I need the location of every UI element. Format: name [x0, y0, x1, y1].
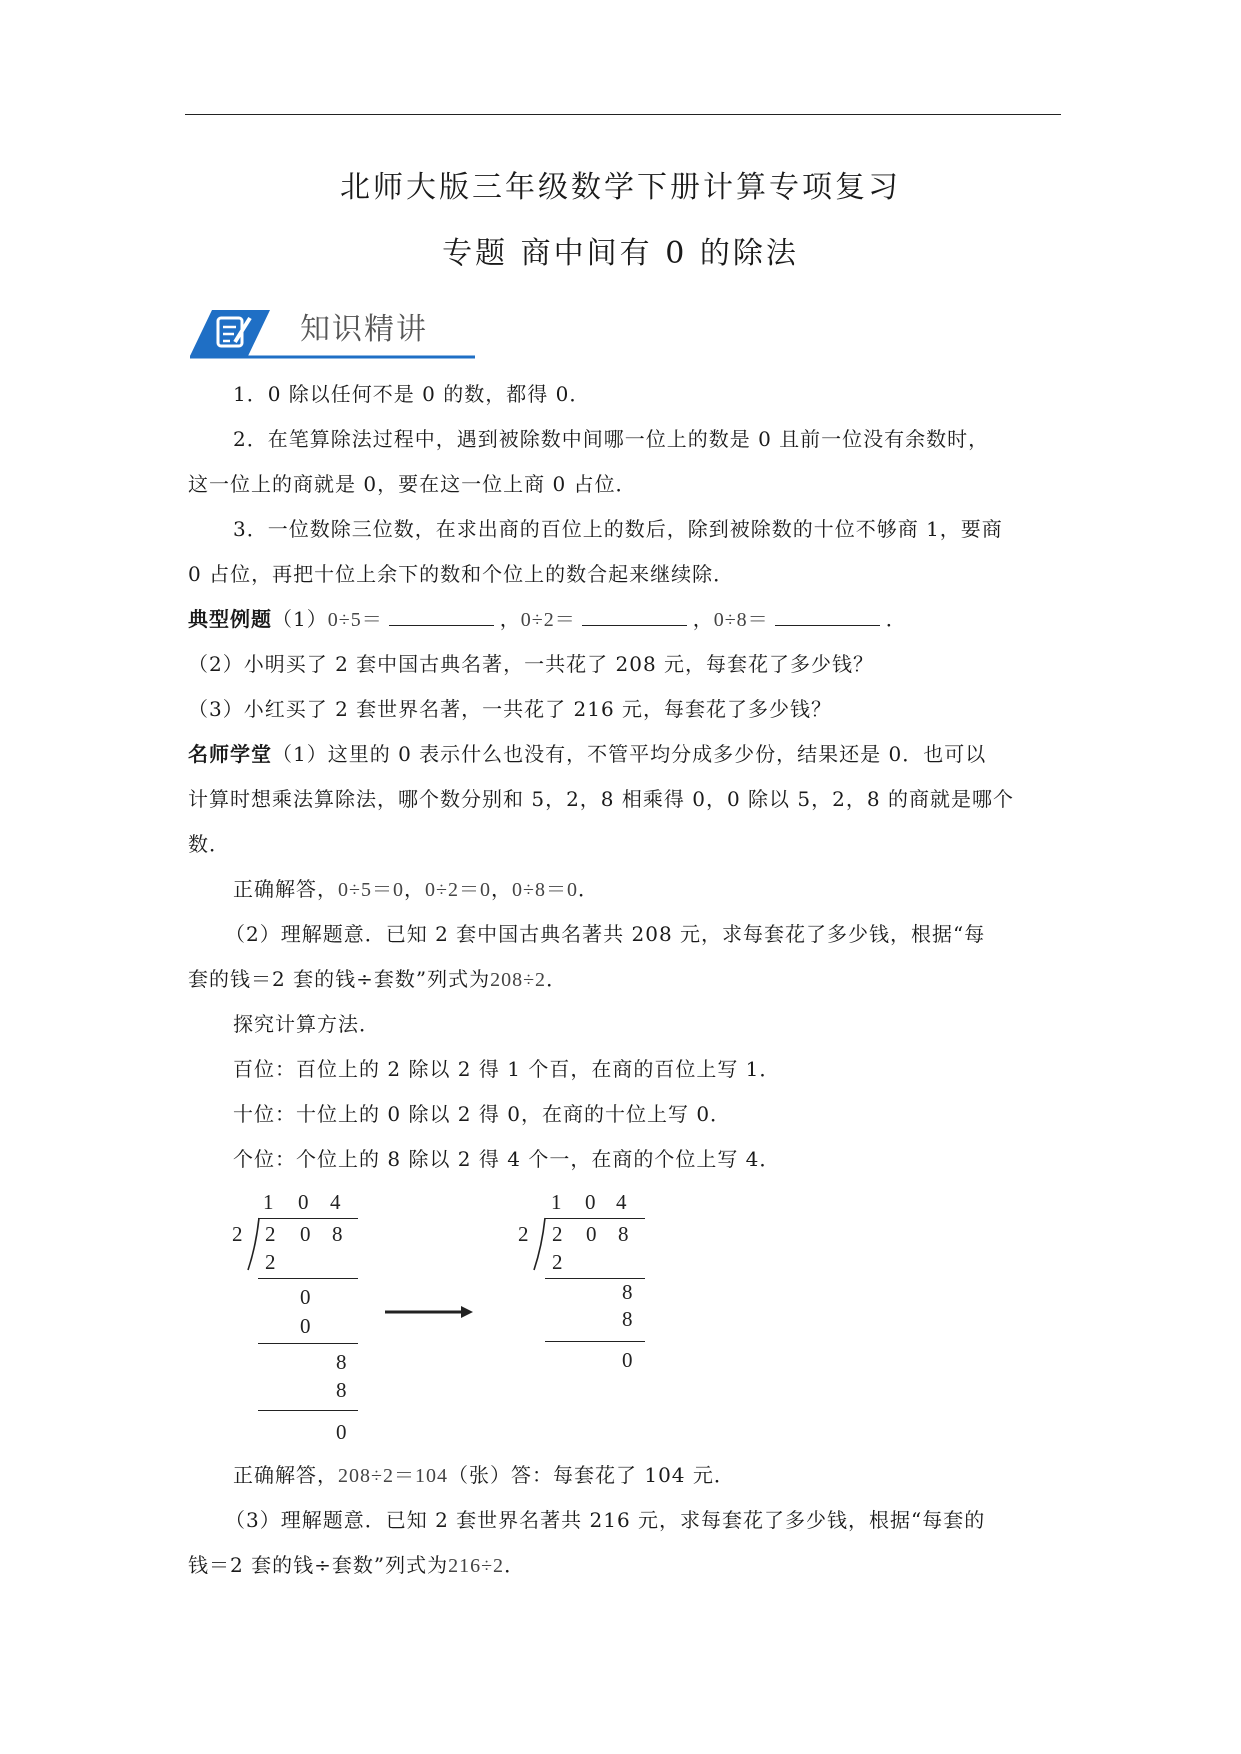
- step-digit: 2: [265, 1250, 276, 1274]
- dividend-digit: 2: [265, 1222, 276, 1246]
- divisor: 2: [232, 1222, 243, 1246]
- division-bar: [258, 1218, 358, 1219]
- answer-blank[interactable]: [775, 605, 880, 626]
- quotient-digit: 0: [298, 1190, 309, 1214]
- step-digit: 8: [336, 1378, 347, 1402]
- division-bar: [545, 1218, 645, 1219]
- dividend-digit: 8: [618, 1222, 629, 1246]
- division-bracket: [246, 1216, 262, 1272]
- example-q2: （2）小明买了 2 套中国古典名著，一共花了 208 元，每套花了多少钱？: [188, 652, 875, 676]
- step-rule: [545, 1341, 645, 1342]
- dividend-digit: 8: [332, 1222, 343, 1246]
- teacher-para-3: （3）理解题意．已知 2 套世界名著共 216 元，求每套花了多少钱，根据“每套的: [225, 1508, 986, 1532]
- knowledge-item-2: 2．在笔算除法过程中，遇到被除数中间哪一位上的数是 0 且前一位没有余数时，: [233, 427, 990, 451]
- division-bracket: [532, 1216, 548, 1272]
- right-arrow-icon: [385, 1304, 475, 1320]
- step-digit: 0: [300, 1314, 311, 1338]
- step-rule: [545, 1278, 645, 1279]
- teacher-para-1: 名师学堂（1）这里的 0 表示什么也没有，不管平均分成多少份，结果还是 0．也可以: [188, 742, 987, 766]
- page-subtitle: 专题 商中间有 0 的除法: [442, 236, 799, 271]
- header-rule: [185, 114, 1061, 115]
- quotient-digit: 4: [330, 1190, 341, 1214]
- quotient-digit: 1: [263, 1190, 274, 1214]
- section-banner: [190, 298, 480, 360]
- example-q1: 典型例题（1）0÷5＝ ，0÷2＝ ，0÷8＝ ．: [188, 607, 907, 631]
- teacher-para-1-cont: 计算时想乘法算除法，哪个数分别和 5，2，8 相乘得 0，0 除以 5，2，8 的商就是哪个: [188, 787, 1014, 811]
- dividend-digit: 0: [586, 1222, 597, 1246]
- knowledge-item-3-cont: 0 占位，再把十位上余下的数和个位上的数合起来继续除．: [188, 562, 735, 586]
- step-ones: 个位：个位上的 8 除以 2 得 4 个一，在商的个位上写 4．: [233, 1147, 781, 1171]
- knowledge-item-1: 1．0 除以任何不是 0 的数，都得 0．: [233, 382, 591, 406]
- answer-2: 正确解答，208÷2＝104（张）答：每套花了 104 元．: [233, 1463, 735, 1487]
- answer-1: 正确解答，0÷5＝0，0÷2＝0，0÷8＝0．: [233, 877, 599, 901]
- teacher-label: 名师学堂: [188, 742, 272, 766]
- banner-label: 知识精讲: [300, 312, 428, 347]
- step-tens: 十位：十位上的 0 除以 2 得 0，在商的十位上写 0．: [233, 1102, 732, 1126]
- example-q3: （3）小红买了 2 套世界名著，一共花了 216 元，每套花了多少钱？: [188, 697, 833, 721]
- knowledge-item-3: 3．一位数除三位数，在求出商的百位上的数后，除到被除数的十位不够商 1，要商: [233, 517, 1003, 541]
- step-rule: [258, 1343, 358, 1344]
- step-digit: 8: [622, 1280, 633, 1304]
- answer-blank[interactable]: [389, 605, 494, 626]
- teacher-para-1-end: 数．: [188, 832, 230, 856]
- step-rule: [258, 1410, 358, 1411]
- dividend-digit: 0: [300, 1222, 311, 1246]
- quotient-digit: 0: [585, 1190, 596, 1214]
- dividend-digit: 2: [552, 1222, 563, 1246]
- step-rule: [258, 1278, 358, 1279]
- example-label: 典型例题: [188, 607, 272, 631]
- step-digit: 0: [300, 1285, 311, 1309]
- step-digit: 8: [622, 1307, 633, 1331]
- teacher-para-3-cont: 钱＝2 套的钱÷套数”列式为216÷2．: [188, 1553, 526, 1577]
- quotient-digit: 4: [616, 1190, 627, 1214]
- teacher-para-2-cont: 套的钱＝2 套的钱÷套数”列式为208÷2．: [188, 967, 568, 991]
- step-digit: 8: [336, 1350, 347, 1374]
- page-title: 北师大版三年级数学下册计算专项复习: [340, 170, 901, 205]
- knowledge-item-2-cont: 这一位上的商就是 0，要在这一位上商 0 占位．: [188, 472, 637, 496]
- step-digit: 0: [622, 1348, 633, 1372]
- answer-blank[interactable]: [582, 605, 687, 626]
- step-digit: 2: [552, 1250, 563, 1274]
- explore-text: 探究计算方法．: [233, 1012, 380, 1036]
- step-digit: 0: [336, 1420, 347, 1444]
- quotient-digit: 1: [551, 1190, 562, 1214]
- divisor: 2: [518, 1222, 529, 1246]
- teacher-para-2: （2）理解题意．已知 2 套中国古典名著共 208 元，求每套花了多少钱，根据“每: [225, 922, 986, 946]
- step-hundreds: 百位：百位上的 2 除以 2 得 1 个百，在商的百位上写 1．: [233, 1057, 781, 1081]
